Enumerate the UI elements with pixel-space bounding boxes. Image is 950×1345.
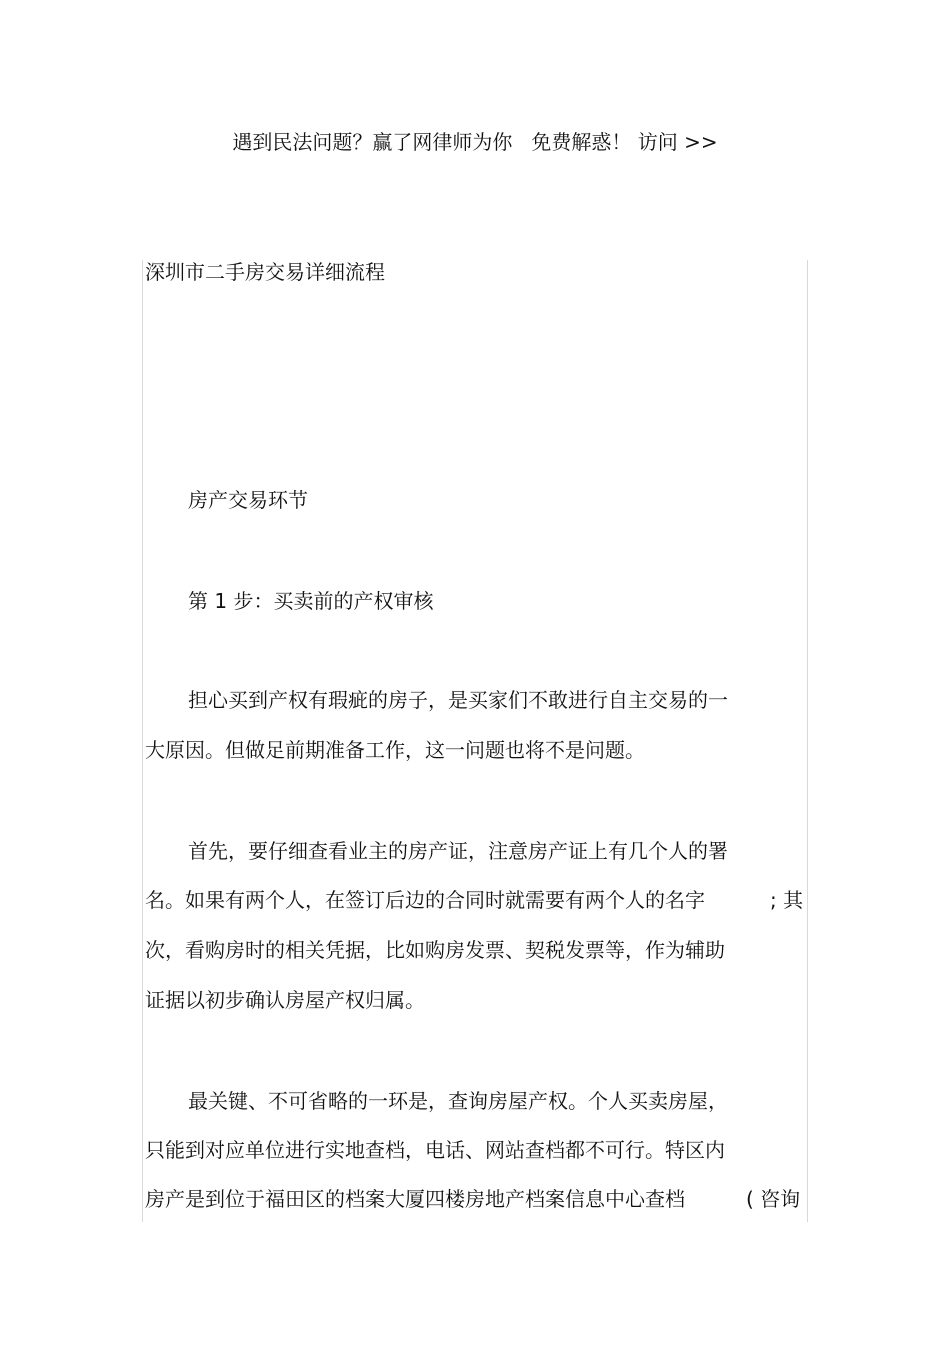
- paragraph-line: 次，看购房时的相关凭据，比如购房发票、契税发票等，作为辅助: [145, 938, 725, 962]
- document-title: 深圳市二手房交易详细流程: [145, 260, 385, 284]
- paragraph-line: 证据以初步确认房屋产权归属。: [145, 988, 425, 1012]
- paragraph-line: 房产是到位于福田区的档案大厦四楼房地产档案信息中心查档: [145, 1187, 685, 1211]
- paragraph-line: 最关键、不可省略的一环是，查询房屋产权。个人买卖房屋，: [188, 1089, 728, 1113]
- paragraph-line: 担心买到产权有瑕疵的房子，是买家们不敢进行自主交易的一: [188, 688, 728, 712]
- paragraph-line-tail: ( 咨询: [746, 1187, 801, 1211]
- paragraph-line: 名。如果有两个人，在签订后边的合同时就需要有两个人的名字: [145, 888, 705, 912]
- section-heading: 房产交易环节: [188, 488, 308, 512]
- paragraph-line: 只能到对应单位进行实地查档，电话、网站查档都不可行。特区内: [145, 1138, 725, 1162]
- step-heading: 第 1 步：买卖前的产权审核: [188, 589, 434, 613]
- promo-banner-link[interactable]: 遇到民法问题？赢了网律师为你 免费解惑！ 访问 >>: [232, 130, 718, 154]
- paragraph-line: 大原因。但做足前期准备工作，这一问题也将不是问题。: [145, 738, 645, 762]
- paragraph-line-tail: ; 其: [770, 888, 804, 912]
- paragraph-line: 首先，要仔细查看业主的房产证，注意房产证上有几个人的署: [188, 839, 728, 863]
